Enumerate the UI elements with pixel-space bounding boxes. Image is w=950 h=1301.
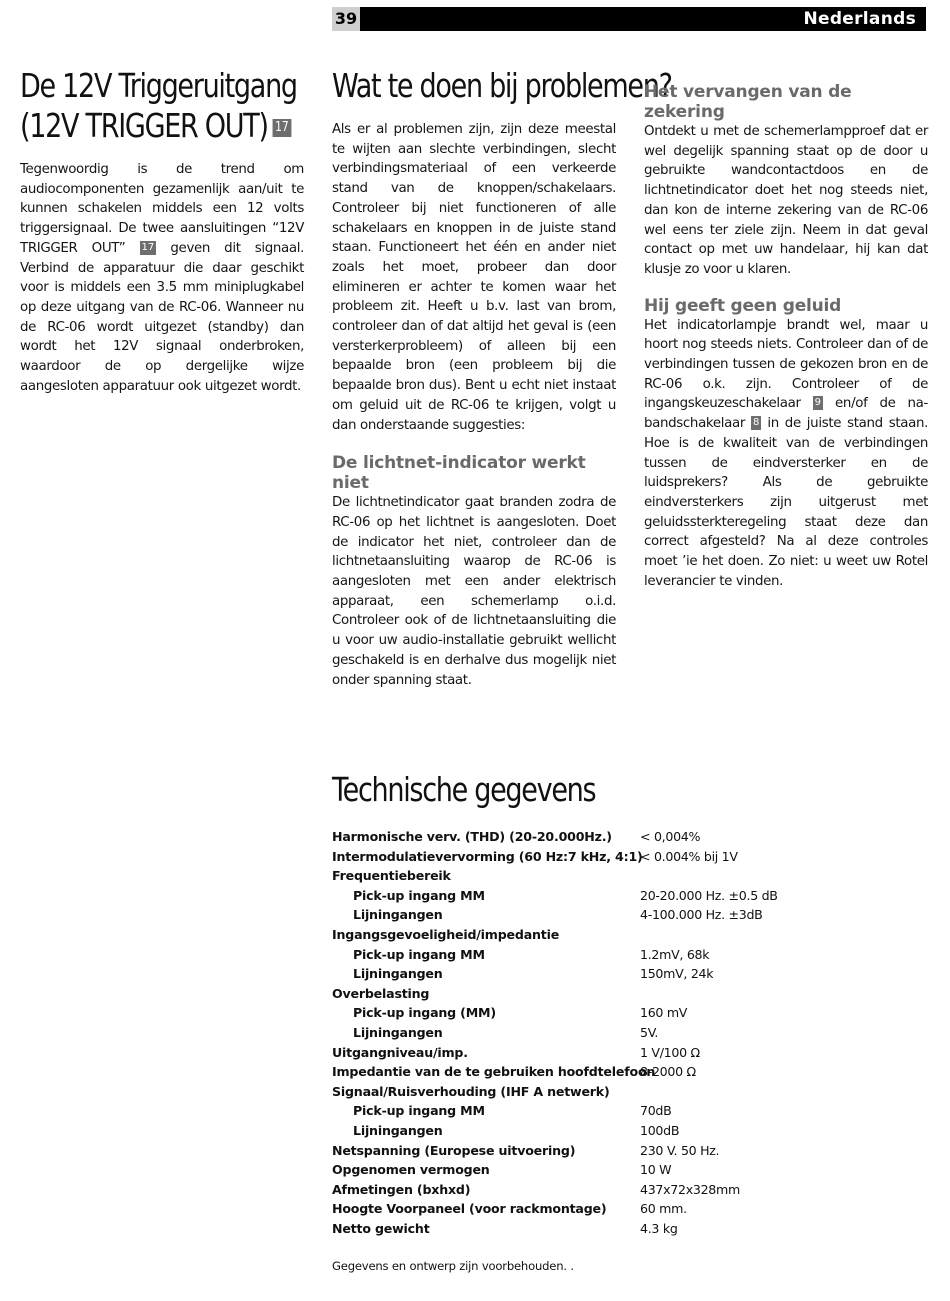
no-sound-text-c: in de juiste stand staan. Hoe is de kwaliteit van de verbindingen tussen de eindversterker en de luidsprekers? Als de gebruikte eindversterkers zijn uitgerust met geluidssterkteregeling staat deze dan correct afgesteld? Na al deze controles moet ’ie het doen. Zo niet: u weet uw Rotel leverancier te vinden. (644, 416, 928, 589)
no-sound-text-a: Het indicatorlampje brandt wel, maar u hoort nog steeds niets. Controleer dan of de verbindingen tussen de gekozen bron en de RC-06 o.k. zijn. Controleer of de ingangskeuzeschakelaar (644, 317, 928, 412)
spec-row (332, 866, 926, 886)
spec-row (332, 964, 926, 984)
language-label: Nederlands (803, 9, 916, 29)
spec-value: 70dB (640, 1103, 672, 1119)
connector-badge: 17 (273, 119, 291, 137)
trigger-title-line1: De 12V Triggeruitgang (20, 66, 297, 105)
spec-value: 100dB (640, 1122, 680, 1138)
spec-label: Hoogte Voorpaneel (voor rackmontage) (332, 1201, 607, 1217)
connector-badge: 17 (141, 241, 155, 253)
trigger-title-line2: (12V TRIGGER OUT) (20, 106, 268, 145)
spec-label: Netspanning (Europese uitvoering) (332, 1142, 576, 1158)
specs-table (332, 827, 926, 1238)
spec-row (332, 1121, 926, 1141)
spec-label: Pick-up ingang MM (353, 1103, 485, 1119)
spec-value: 150mV, 24k (640, 966, 714, 982)
spec-value: 1 V/100 Ω (640, 1044, 700, 1060)
trigger-title (20, 66, 297, 146)
spec-label: Impedantie van de te gebruiken hoofdtelefoon (332, 1064, 656, 1080)
spec-value: 230 V. 50 Hz. (640, 1142, 720, 1158)
no-sound-heading: Hij geeft geen geluid (644, 295, 842, 316)
spec-row (332, 1101, 926, 1121)
spec-label: Uitgangniveau/imp. (332, 1044, 468, 1060)
spec-label: Signaal/Ruisverhouding (IHF A netwerk) (332, 1083, 610, 1099)
spec-label: Intermodulatievervorming (60 Hz:7 kHz, 4:1) (332, 848, 643, 864)
spec-row (332, 925, 926, 945)
spec-value: 437x72x328mm (640, 1181, 740, 1197)
fuse-text: Ontdekt u met de schemerlampproef dat er wel degelijk spanning staat op de door u gebruikte wandcontactdoos en de lichtnetindicator doet het nog steeds niet, dan kon de interne zekering van de RC-06 wel eens ter ziele zijn. Neem in dat geval contact op met uw handelaar, hij kan dat klusje zo voor u klaren. (644, 124, 928, 277)
spec-row (332, 1199, 926, 1219)
spec-label: Netto gewicht (332, 1220, 430, 1236)
spec-row (332, 1003, 926, 1023)
problems-intro: Als er al problemen zijn, zijn deze meestal te wijten aan slechte verbindingen, slecht verbindingsmateriaal of een verkeerde stand van de knoppen/schakelaars. Controleer bij niet functioneren of alle schakelaars en knoppen in de juiste stand staan. Functioneert het één en ander niet zoals het moet, probeer dan door elimineren er achter te komen waar het probleem zit. Heeft u b.v. last van brom, controleer dan of dat altijd het geval is (een versterkerprobleem) of alleen bij een bepaalde bron (een probleem bij die bepaalde bron dus). Bent u echt niet instaat om geluid uit de RC-06 te krijgen, volgt u dan onderstaande suggesties: (332, 122, 616, 433)
spec-label: Overbelasting (332, 985, 430, 1001)
spec-value: 4-100.000 Hz. ±3dB (640, 907, 763, 923)
no-sound-text (644, 316, 928, 592)
spec-label: Lijningangen (353, 966, 443, 982)
spec-row (332, 1180, 926, 1200)
spec-label: Frequentiebereik (332, 868, 451, 884)
connector-badge: 9 (814, 397, 822, 409)
trigger-section (20, 66, 304, 396)
specs-footnote: Gegevens en ontwerp zijn voorbehouden. . (332, 1259, 574, 1273)
spec-value: 5V. (640, 1024, 659, 1040)
spec-value: < 0,004% (640, 829, 701, 844)
spec-row (332, 1062, 926, 1082)
problems-section (332, 66, 672, 690)
spec-row (332, 945, 926, 965)
spec-row (332, 847, 926, 867)
spec-value: 8-2000 Ω (640, 1064, 696, 1080)
spec-label: Lijningangen (353, 907, 443, 923)
spec-value: 160 mV (640, 1005, 688, 1021)
spec-label: Harmonische verv. (THD) (20-20.000Hz.) (332, 829, 612, 844)
spec-row (332, 905, 926, 925)
fuse-heading: Het vervangen van de zekering (644, 82, 852, 122)
spec-value: 10 W (640, 1162, 672, 1178)
indicator-text: De lichtnetindicator gaat branden zodra de RC-06 op het lichtnet is aangesloten. Doet de indicator het niet, controleer dan de lichtnetaansluiting waarop de RC-06 is aangesloten met een ander elektrisch apparaat, een schemerlamp o.i.d. Controleer ook of de lichtnetaansluiting die u voor uw audio-installatie gebruikt wellicht geschakeld is en derhalve dus mogelijk niet onder spanning staat. (332, 495, 616, 688)
spec-row (332, 1043, 926, 1063)
spec-label: Pick-up ingang MM (353, 946, 485, 962)
indicator-heading: De lichtnet-indicator werkt niet (332, 453, 586, 494)
page-number: 39 (332, 7, 360, 31)
header-bar (332, 7, 926, 31)
spec-row (332, 1219, 926, 1239)
trigger-text-a: Tegenwoordig is de trend om audiocomponenten gezamenlijk aan/uit te kunnen schakelen middels een 12 volts triggersignaal. De twee aansluitingen “12V TRIGGER OUT” (20, 162, 304, 256)
spec-row (332, 1023, 926, 1043)
spec-row (332, 886, 926, 906)
spec-label: Lijningangen (353, 1024, 443, 1040)
no-sound-text-b: en/of de na-bandschakelaar (644, 396, 928, 432)
spec-value: < 0.004% bij 1V (640, 848, 738, 864)
spec-row (332, 1082, 926, 1102)
spec-row (332, 984, 926, 1004)
spec-label: Lijningangen (353, 1122, 443, 1138)
spec-label: Pick-up ingang (MM) (353, 1005, 496, 1021)
spec-label: Opgenomen vermogen (332, 1162, 490, 1178)
problems-title: Wat te doen bij problemen? (332, 66, 672, 105)
trigger-text-b: geven dit signaal. Verbind de apparatuur die daar geschikt voor is middels een 3.5 mm miniplugkabel op deze uitgang van de RC-06. Wanneer nu de RC-06 wordt uitgezet (standby) dan wordt het 12V signaal onderbroken, waardoor de op dergelijke wijze aangesloten apparatuur ook uitgezet wordt. (20, 240, 304, 394)
spec-label: Afmetingen (bxhxd) (332, 1181, 471, 1197)
connector-badge: 8 (752, 417, 760, 429)
spec-value: 1.2mV, 68k (640, 946, 710, 962)
specs-title: Technische gegevens (332, 770, 596, 809)
trigger-paragraph (20, 160, 304, 396)
spec-label: Ingangsgevoeligheid/impedantie (332, 926, 560, 942)
spec-value: 20-20.000 Hz. ±0.5 dB (640, 887, 778, 903)
spec-row (332, 827, 926, 847)
spec-row (332, 1160, 926, 1180)
troubleshoot-section (644, 82, 928, 591)
spec-value: 4.3 kg (640, 1220, 678, 1236)
spec-value: 60 mm. (640, 1201, 687, 1217)
spec-label: Pick-up ingang MM (353, 887, 485, 903)
spec-row (332, 1141, 926, 1161)
